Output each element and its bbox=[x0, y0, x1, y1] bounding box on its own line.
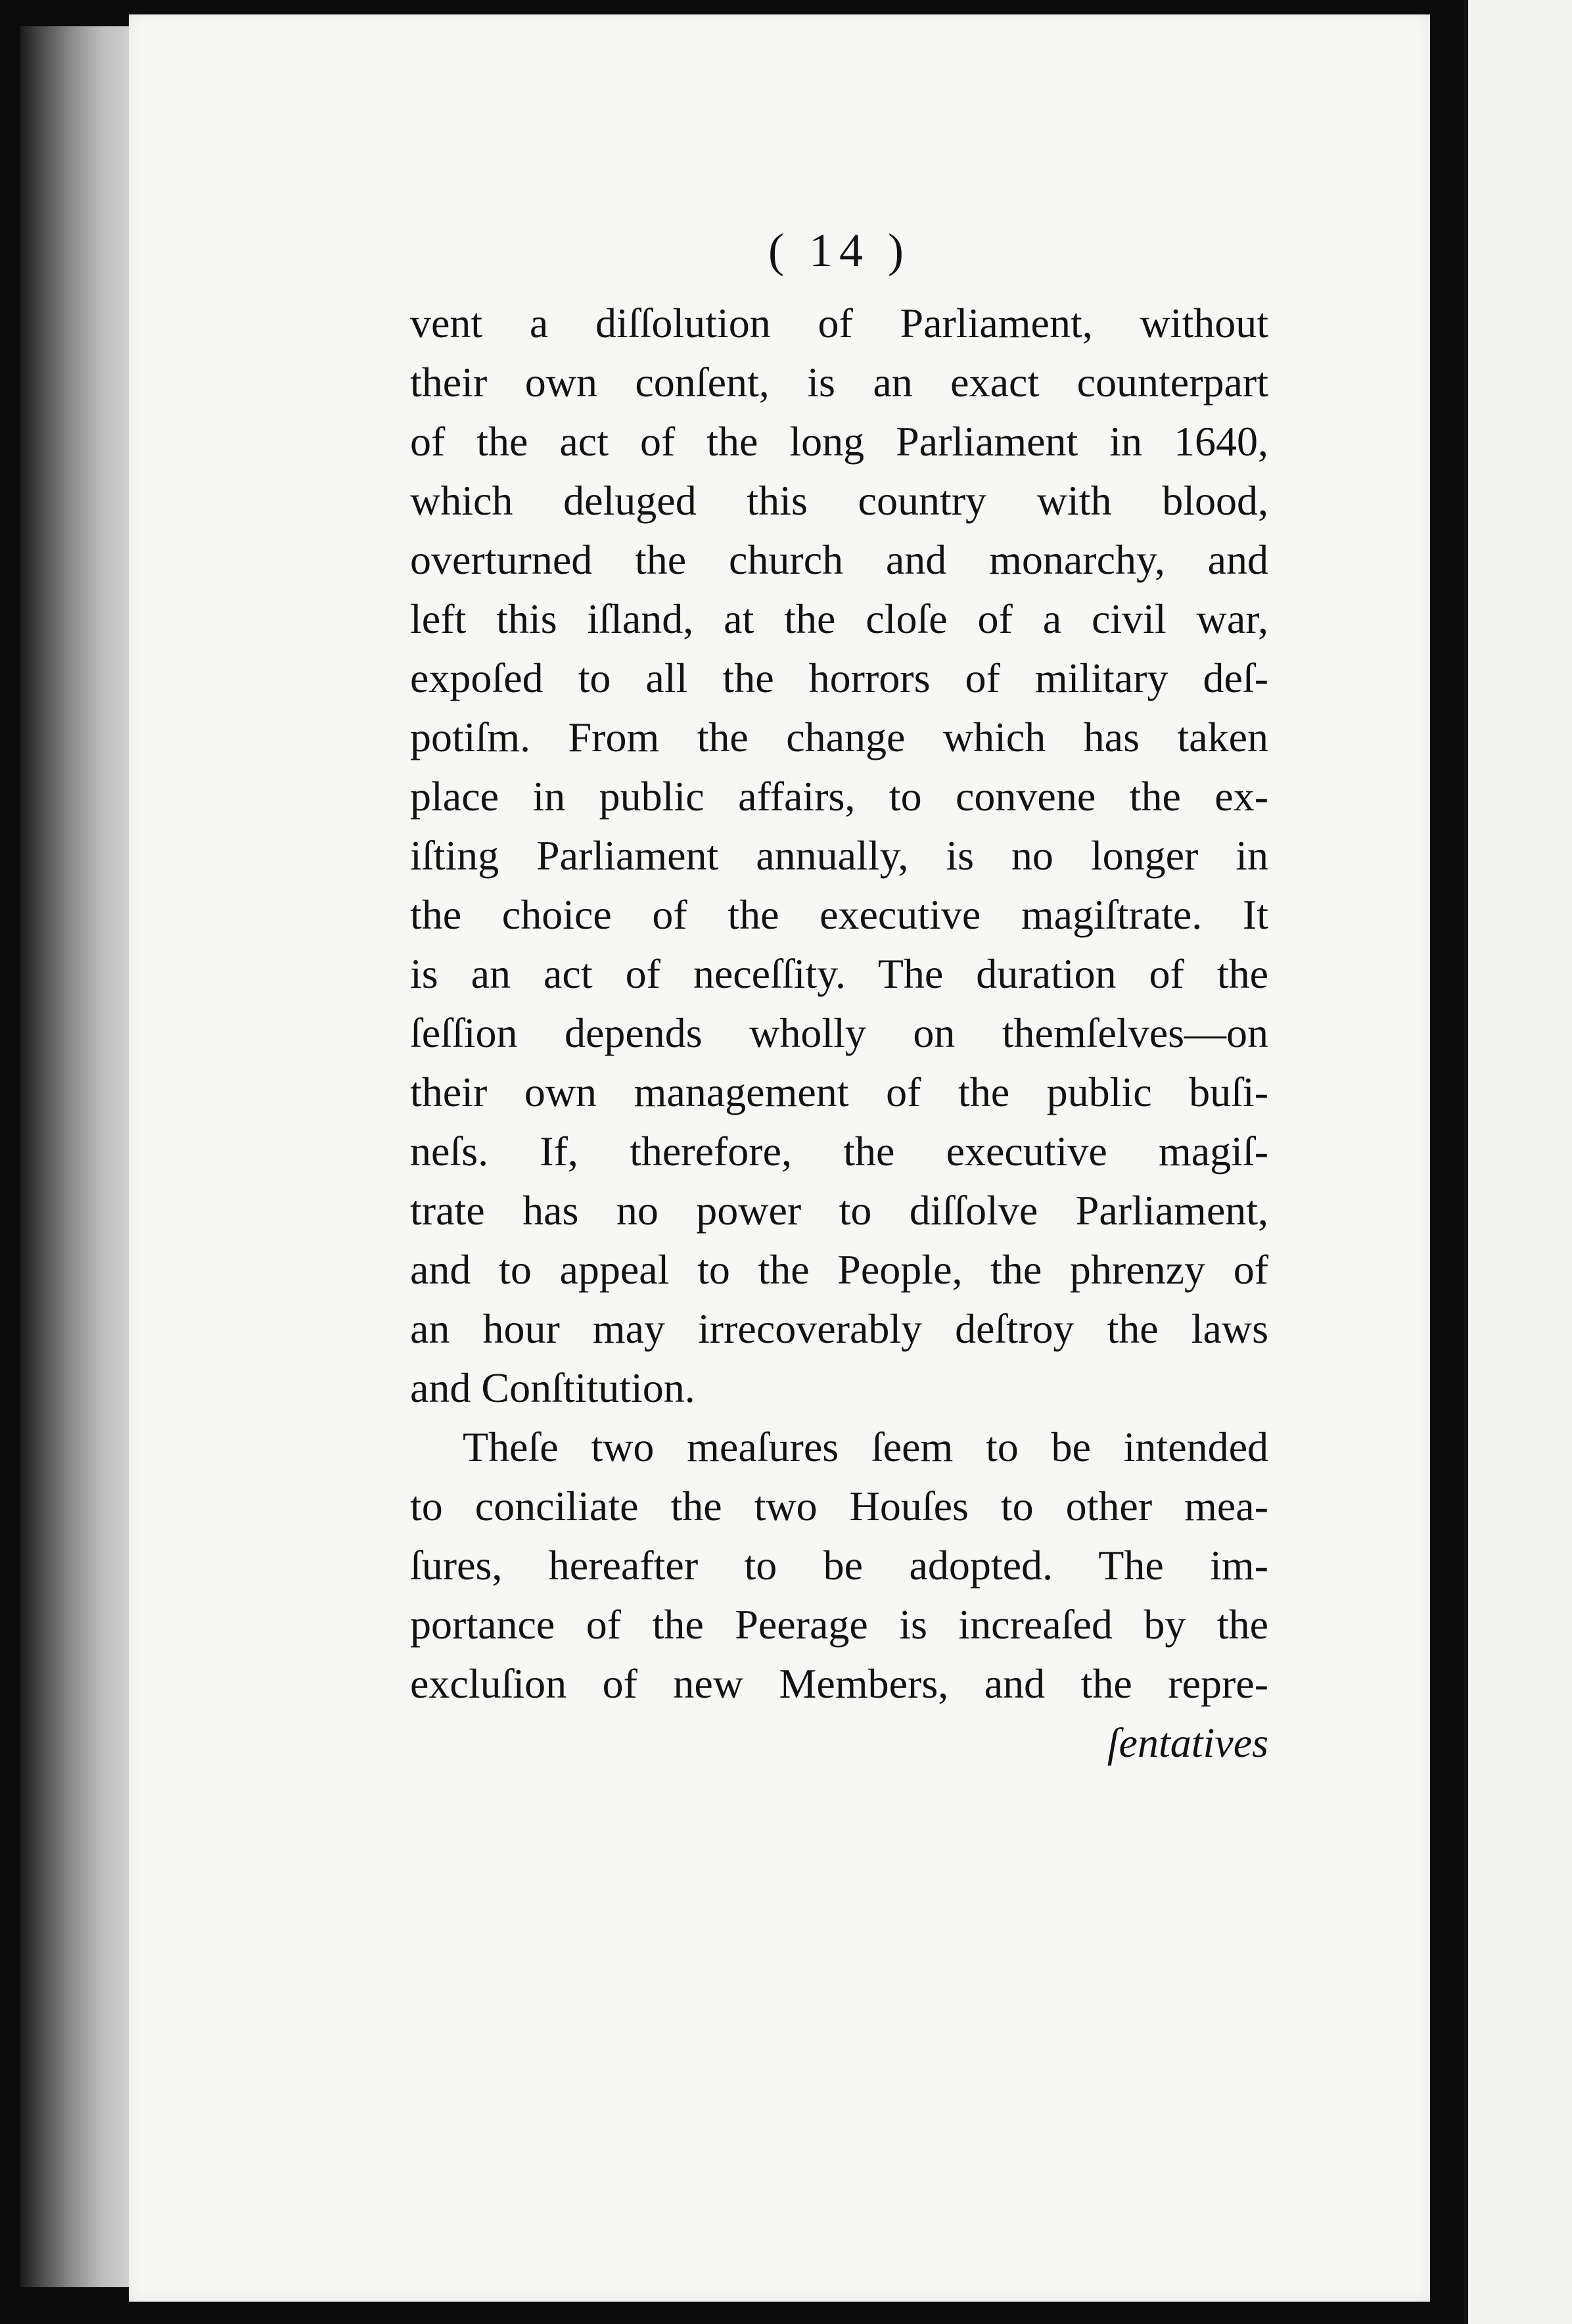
text-line: to conciliate the two Houſes to other mea- bbox=[410, 1483, 1268, 1529]
text-line: expoſed to all the horrors of military deſ- bbox=[410, 655, 1268, 701]
facing-page-edge bbox=[1464, 0, 1572, 2324]
book-binding-gutter bbox=[20, 26, 135, 2287]
text-line: is an act of neceſſity. The duration of the bbox=[410, 950, 1268, 997]
text-line: potiſm. From the change which has taken bbox=[410, 714, 1268, 760]
text-line: trate has no power to diſſolve Parliament, bbox=[410, 1187, 1268, 1234]
text-line: the choice of the executive magiſtrate. It bbox=[410, 891, 1268, 938]
text-line: vent a diſſolution of Parliament, without bbox=[410, 300, 1268, 346]
text-line: and Conſtitution. bbox=[410, 1364, 695, 1411]
text-line: neſs. If, therefore, the executive magiſ- bbox=[410, 1128, 1268, 1174]
text-line: which deluged this country with blood, bbox=[410, 477, 1268, 524]
text-line: iſting Parliament annually, is no longer in bbox=[410, 832, 1268, 879]
text-line: their own management of the public buſi- bbox=[410, 1069, 1268, 1115]
text-line: portance of the Peerage is increaſed by the bbox=[410, 1601, 1268, 1648]
text-line: an hour may irrecoverably deſtroy the laws bbox=[410, 1305, 1268, 1352]
text-line: ſures, hereafter to be adopted. The im- bbox=[410, 1542, 1268, 1589]
text-line: overturned the church and monarchy, and bbox=[410, 536, 1268, 583]
text-line: and to appeal to the People, the phrenzy of bbox=[410, 1246, 1268, 1293]
text-line: of the act of the long Parliament in 1640, bbox=[410, 418, 1268, 465]
page-text-block bbox=[410, 223, 1268, 1773]
text-line: Theſe two meaſures ſeem to be intended bbox=[463, 1424, 1268, 1470]
page-number-header: ( 14 ) bbox=[768, 224, 910, 277]
text-line: their own conſent, is an exact counterpart bbox=[410, 359, 1268, 406]
text-line: left this iſland, at the cloſe of a civil war, bbox=[410, 595, 1268, 642]
text-line: place in public affairs, to convene the ex- bbox=[410, 773, 1268, 820]
text-line: ſeſſion depends wholly on themſelves—on bbox=[410, 1010, 1268, 1056]
catchword: ſentatives bbox=[1107, 1719, 1268, 1766]
text-line: excluſion of new Members, and the repre- bbox=[410, 1660, 1268, 1707]
